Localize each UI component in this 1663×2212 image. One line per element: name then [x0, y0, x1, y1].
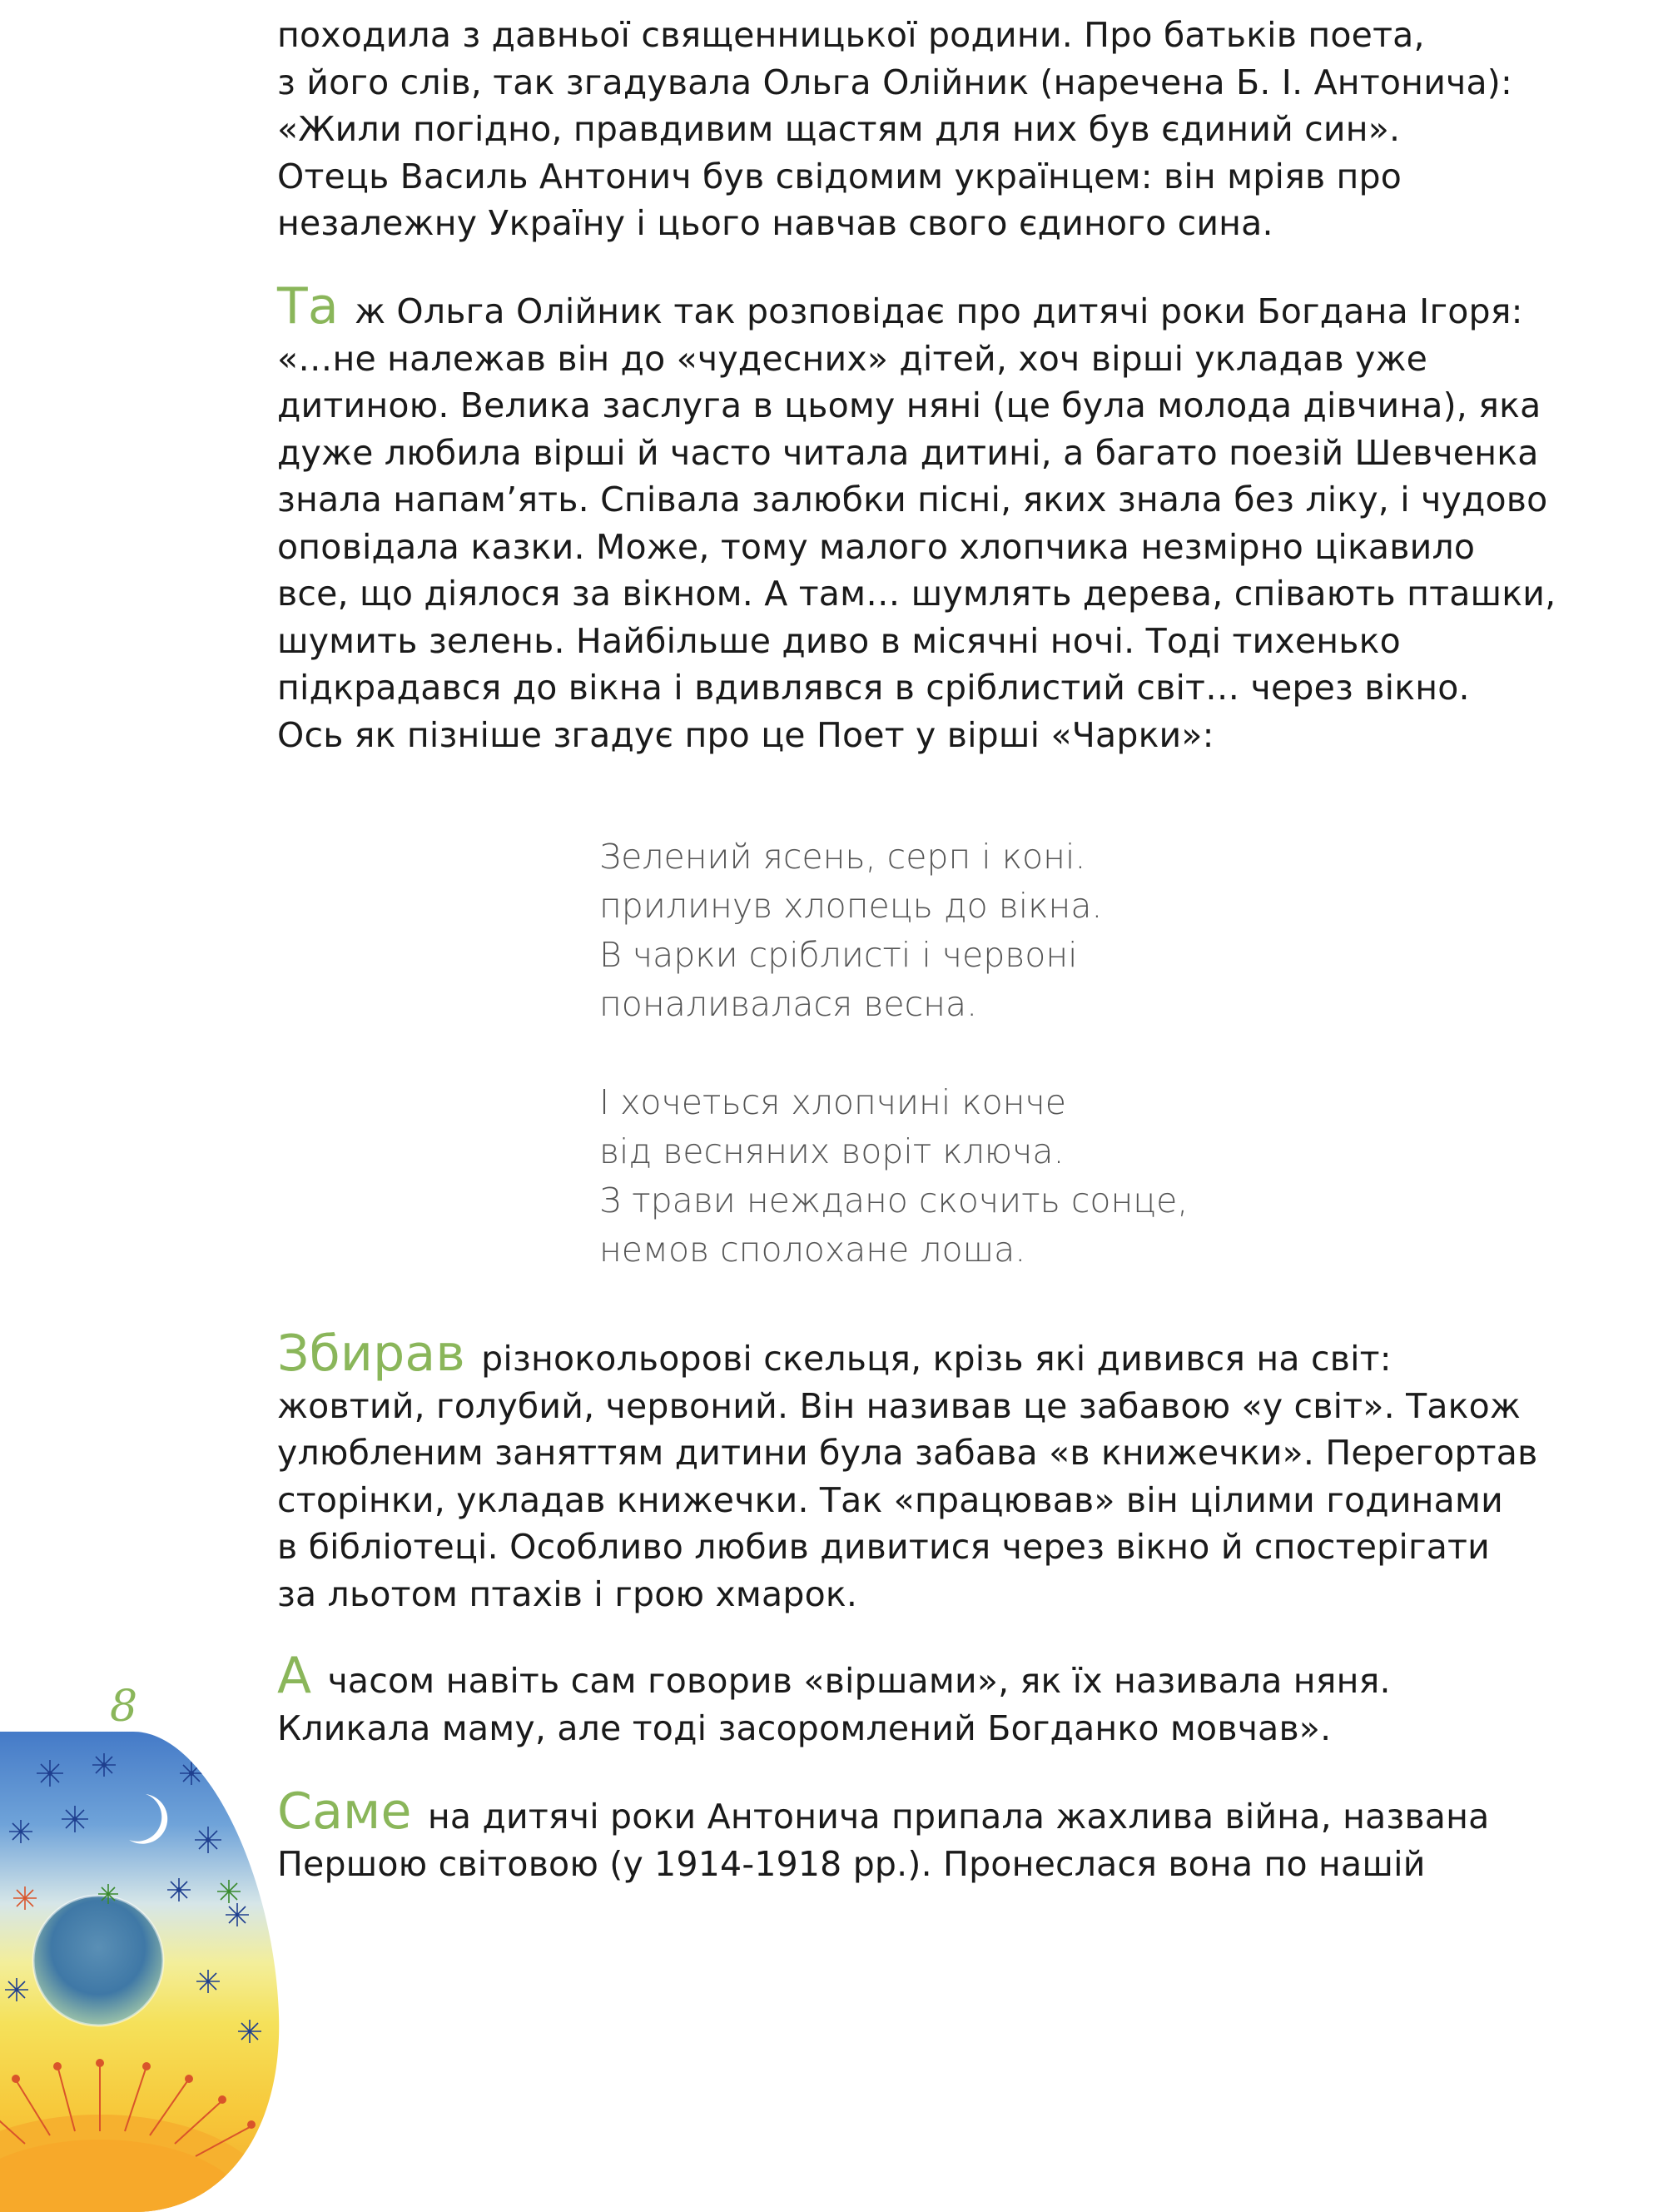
paragraph-2 — [277, 277, 1609, 758]
text-line-rest: різнокольорові скельця, крізь які дивився на світ: — [481, 1339, 1392, 1379]
poem-line: Зелений ясень, серп і коні. — [599, 837, 1086, 877]
lead-word: А — [277, 1647, 312, 1705]
lead-word: Та — [277, 277, 339, 336]
text-line: Отець Василь Антонич був свідомим українцем: він мріяв про — [277, 156, 1402, 196]
text-line: дитиною. Велика заслуга в цьому няні (це була молода дівчина), яка — [277, 385, 1541, 425]
text-line: знала напам’ять. Співала залюбки пісні, яких знала без ліку, і чудово — [277, 480, 1548, 519]
poem-line: від весняних воріт ключа. — [599, 1131, 1065, 1171]
poem-line: І хочеться хлопчині конче — [599, 1082, 1066, 1122]
text-line — [277, 277, 1609, 336]
page-number: 8 — [110, 1682, 138, 1732]
lead-word: Саме — [277, 1782, 412, 1841]
poem-line: немов сполохане лоша. — [599, 1230, 1026, 1270]
text-line: дуже любила вірші й часто читала дитині, а багато поезій Шевченка — [277, 432, 1539, 473]
text-line: «Жили погідно, правдивим щастям для них був єдиний син». — [277, 109, 1401, 149]
lead-word: Збирав — [277, 1325, 465, 1383]
paragraph-3 — [277, 1325, 1609, 1618]
paragraph-4 — [277, 1647, 1609, 1752]
poem-line: З трави неждано скочить сонце, — [599, 1181, 1189, 1220]
text-line: Першою світовою (у 1914-1918 рр.). Пронеслася вона по нашій — [277, 1843, 1426, 1884]
text-line: з його слів, так згадувала Ольга Олійник (наречена Б. І. Антонича): — [277, 62, 1512, 102]
text-line — [277, 1647, 1609, 1705]
text-line: за льотом птахів і грою хмарок. — [277, 1573, 858, 1614]
text-line-rest: ж Ольга Олійник так розповідає про дитячі роки Богдана Ігоря: — [355, 291, 1523, 331]
text-line: «…не належав він до «чудесних» дітей, хоч вірші укладав уже — [277, 338, 1428, 379]
text-line — [277, 1325, 1609, 1383]
poem-line: прилинув хлопець до вікна. — [599, 886, 1103, 926]
text-line: шумить зелень. Найбільше диво в місячні ночі. Тоді тихенько — [277, 620, 1401, 661]
text-line — [277, 1782, 1609, 1841]
text-line: жовтий, голубий, червоний. Він називав це забавою «у світ». Також — [277, 1385, 1522, 1426]
text-line: оповідала казки. Може, тому малого хлопчика незмірно цікавило — [277, 526, 1476, 567]
text-line: улюбленим заняттям дитини була забава «в книжечки». Перегортав — [277, 1433, 1538, 1473]
text-line: підкрадався до вікна і вдивлявся в сріблистий світ… через вікно. — [277, 668, 1470, 708]
easter-egg-illustration — [0, 1715, 283, 2212]
poem — [599, 833, 1348, 1275]
stanza-break — [599, 1029, 1348, 1078]
text-line: походила з давньої священницької родини. Про батьків поета, — [277, 15, 1425, 55]
poem-line: поналивалася весна. — [599, 984, 978, 1024]
text-line: сторінки, укладав книжечки. Так «працював» він цілими годинами — [277, 1479, 1503, 1520]
text-line: незалежну Україну і цього навчав свого єдиного сина. — [277, 203, 1273, 243]
text-line: Кликала маму, але тоді засоромлений Богданко мовчав». — [277, 1707, 1332, 1748]
poem-line: В чарки сріблисті і червоні — [599, 935, 1078, 975]
paragraph-1 — [277, 12, 1609, 247]
paragraph-5 — [277, 1782, 1609, 1887]
text-line: Ось як пізніше згадує про це Поет у вірші «Чарки»: — [277, 714, 1214, 755]
text-line: все, що діялося за вікном. А там… шумлять дерева, співають пташки, — [277, 574, 1556, 614]
text-line-rest: часом навіть сам говорив «віршами», як їх називала няня. — [327, 1661, 1391, 1701]
text-line-rest: на дитячі роки Антонича припала жахлива війна, названа — [427, 1797, 1490, 1837]
text-line: в бібліотеці. Особливо любив дивитися через вікно й спостерігати — [277, 1527, 1490, 1567]
